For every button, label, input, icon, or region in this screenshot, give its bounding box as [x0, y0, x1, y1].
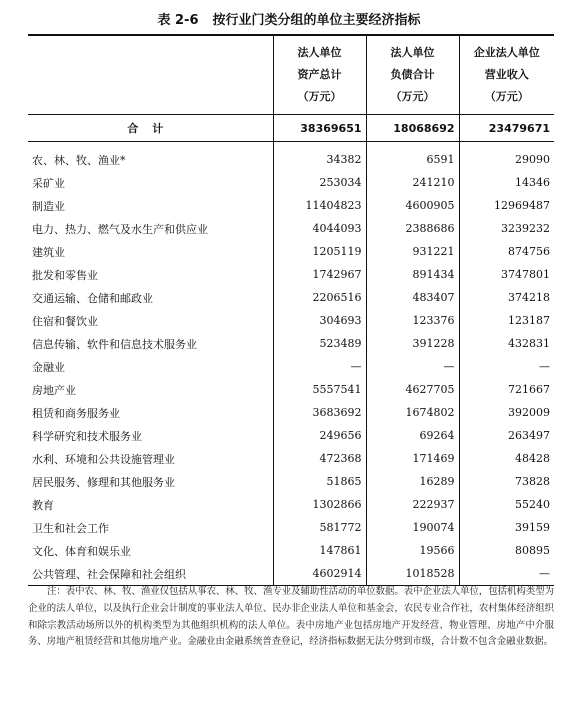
revenue-value: 263497: [459, 424, 554, 447]
liabilities-value: 222937: [366, 493, 459, 516]
assets-value: 249656: [273, 424, 366, 447]
revenue-value: 721667: [459, 378, 554, 401]
assets-value: 4602914: [273, 562, 366, 586]
assets-value: 1302866: [273, 493, 366, 516]
table-row: [28, 263, 554, 286]
revenue-value: 80895: [459, 539, 554, 562]
liabilities-value: 171469: [366, 447, 459, 470]
table-row: [28, 355, 554, 378]
header-operating-revenue: 企业法人单位 营业收入 （万元）: [459, 35, 554, 115]
assets-value: 2206516: [273, 286, 366, 309]
revenue-value: 3239232: [459, 217, 554, 240]
assets-value: 11404823: [273, 194, 366, 217]
liabilities-value: 4600905: [366, 194, 459, 217]
assets-value: 253034: [273, 171, 366, 194]
table-row: [28, 240, 554, 263]
liabilities-value: 123376: [366, 309, 459, 332]
header-industry: [28, 35, 273, 115]
industry-name: 卫生和社会工作: [32, 521, 109, 535]
total-liabilities-value: 18068692: [366, 115, 459, 142]
header-row: [28, 35, 554, 115]
revenue-value: 48428: [459, 447, 554, 470]
revenue-value: 123187: [459, 309, 554, 332]
table-row: [28, 194, 554, 217]
table-row: [28, 516, 554, 539]
assets-value: 4044093: [273, 217, 366, 240]
revenue-value: 29090: [459, 142, 554, 172]
assets-value: 472368: [273, 447, 366, 470]
table-row: [28, 424, 554, 447]
assets-value: 523489: [273, 332, 366, 355]
liabilities-value: 891434: [366, 263, 459, 286]
liabilities-value: 16289: [366, 470, 459, 493]
industry-name: 科学研究和技术服务业: [32, 429, 142, 443]
revenue-value: 874756: [459, 240, 554, 263]
assets-value: —: [273, 355, 366, 378]
industry-name: 信息传输、软件和信息技术服务业: [32, 337, 197, 351]
revenue-value: 55240: [459, 493, 554, 516]
table-row: [28, 447, 554, 470]
table-row: [28, 562, 554, 586]
liabilities-value: 4627705: [366, 378, 459, 401]
liabilities-value: 931221: [366, 240, 459, 263]
total-row: [28, 115, 554, 142]
industry-name: 金融业: [32, 360, 65, 374]
revenue-value: —: [459, 562, 554, 586]
liabilities-value: 69264: [366, 424, 459, 447]
revenue-value: 14346: [459, 171, 554, 194]
table-row: [28, 142, 554, 172]
liabilities-value: —: [366, 355, 459, 378]
economic-indicators-table: [28, 34, 554, 586]
revenue-value: 392009: [459, 401, 554, 424]
liabilities-value: 6591: [366, 142, 459, 172]
table-row: [28, 332, 554, 355]
total-label: 合计: [28, 115, 273, 142]
liabilities-value: 1018528: [366, 562, 459, 586]
industry-name: 电力、热力、燃气及水生产和供应业: [32, 222, 208, 236]
industry-name: 制造业: [32, 199, 65, 213]
revenue-value: 3747801: [459, 263, 554, 286]
header-total-liabilities: 法人单位 负债合计 （万元）: [366, 35, 459, 115]
assets-value: 581772: [273, 516, 366, 539]
industry-name: 居民服务、修理和其他服务业: [32, 475, 175, 489]
industry-name: 农、林、牧、渔业*: [32, 153, 126, 167]
industry-name: 交通运输、仓储和邮政业: [32, 291, 153, 305]
table-row: [28, 217, 554, 240]
assets-value: 5557541: [273, 378, 366, 401]
industry-name: 建筑业: [32, 245, 65, 259]
revenue-value: 39159: [459, 516, 554, 539]
table-row: [28, 493, 554, 516]
industry-name: 采矿业: [32, 176, 65, 190]
table-row: [28, 378, 554, 401]
assets-value: 51865: [273, 470, 366, 493]
table-row: [28, 401, 554, 424]
industry-name: 公共管理、社会保障和社会组织: [28, 562, 273, 586]
footnote-text: 注：表中农、林、牧、渔业仅包括从事农、林、牧、渔专业及辅助性活动的单位数据。表中企业法人单位，包括机构类型为企业的法人单位，以及执行企业会计制度的事业法人单位、民办非企业法人单位和基金会，农民专业合作社，农村集体经济组织和除宗教活动场所以外的机构类型为其他组织机构的法人单位。表中房地产业包括房地产开发经营、物业管理、房地产中介服务、房地产租赁经营和其他房地产业。金融业由金融系统普查登记，经济指标数据无法分劈到市级，合计数不包含金融业数据。: [28, 586, 554, 648]
liabilities-value: 391228: [366, 332, 459, 355]
revenue-value: —: [459, 355, 554, 378]
liabilities-value: 483407: [366, 286, 459, 309]
industry-name: 教育: [32, 498, 54, 512]
table-title-text: 按行业门类分组的单位主要经济指标: [212, 13, 421, 28]
table-row: [28, 171, 554, 194]
table-row: [28, 286, 554, 309]
table-title: [0, 9, 578, 28]
table-number: 表 2-6: [157, 13, 199, 28]
header-total-assets: 法人单位 资产总计 （万元）: [273, 35, 366, 115]
assets-value: 1205119: [273, 240, 366, 263]
industry-name: 房地产业: [32, 383, 76, 397]
revenue-value: 73828: [459, 470, 554, 493]
assets-value: 3683692: [273, 401, 366, 424]
revenue-value: 12969487: [459, 194, 554, 217]
liabilities-value: 2388686: [366, 217, 459, 240]
revenue-value: 374218: [459, 286, 554, 309]
revenue-value: 432831: [459, 332, 554, 355]
liabilities-value: 19566: [366, 539, 459, 562]
industry-name: 批发和零售业: [32, 268, 98, 282]
assets-value: 304693: [273, 309, 366, 332]
industry-name: 租赁和商务服务业: [32, 406, 120, 420]
liabilities-value: 190074: [366, 516, 459, 539]
assets-value: 1742967: [273, 263, 366, 286]
table-row: [28, 309, 554, 332]
industry-name: 住宿和餐饮业: [32, 314, 98, 328]
industry-name: 文化、体育和娱乐业: [32, 544, 131, 558]
total-revenue-value: 23479671: [459, 115, 554, 142]
table-row: [28, 539, 554, 562]
liabilities-value: 241210: [366, 171, 459, 194]
assets-value: 147861: [273, 539, 366, 562]
assets-value: 34382: [273, 142, 366, 172]
table-row: [28, 470, 554, 493]
total-assets-value: 38369651: [273, 115, 366, 142]
liabilities-value: 1674802: [366, 401, 459, 424]
table-footnote: [28, 584, 554, 651]
industry-name: 水利、环境和公共设施管理业: [32, 452, 175, 466]
